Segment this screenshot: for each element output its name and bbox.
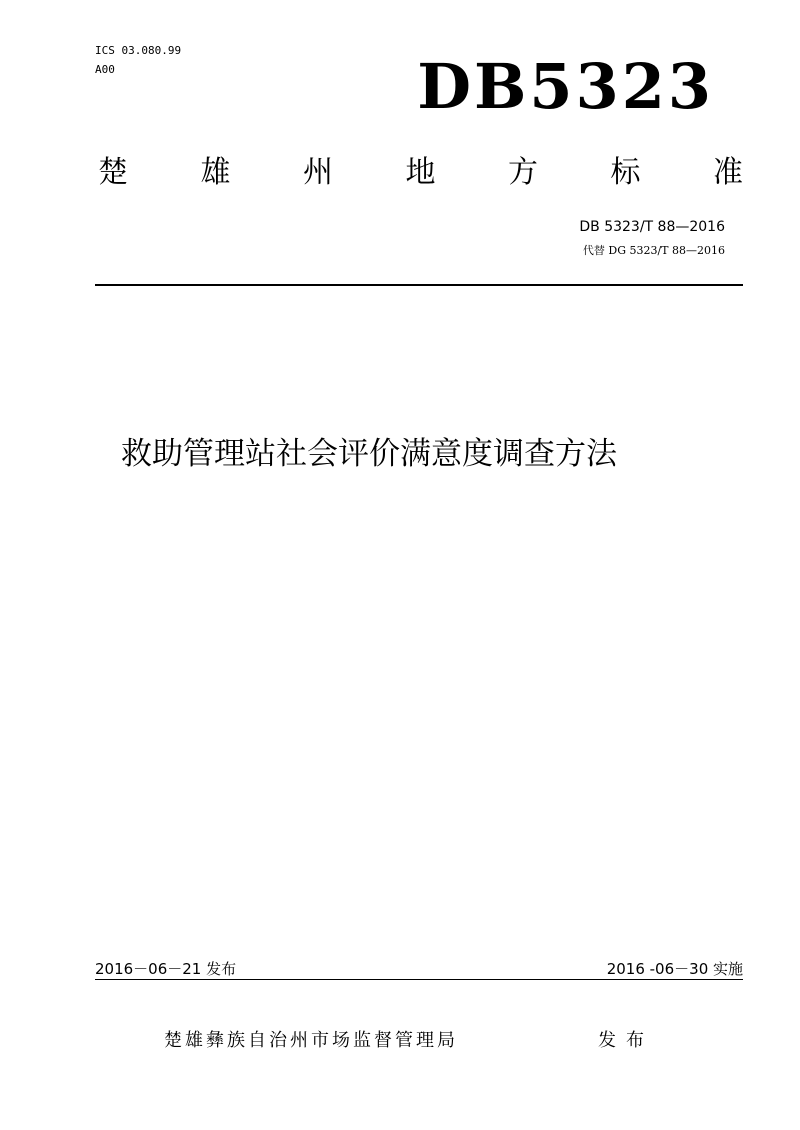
standard-type-char: 雄	[200, 155, 231, 190]
ccs-code: A00	[95, 63, 115, 76]
standard-number: DB 5323/T 88—2016	[579, 219, 725, 235]
implementation-date: 2016 -06－30 实施	[606, 960, 743, 978]
issue-date: 2016－06－21 发布	[95, 960, 237, 978]
issue-label: 发布	[598, 1030, 654, 1051]
standard-type-char: 地	[405, 155, 436, 190]
document-title: 救助管理站社会评价满意度调查方法	[121, 436, 617, 472]
standard-type-char: 州	[303, 155, 333, 190]
standard-code-logo: DB5323	[417, 50, 714, 123]
standard-type-char: 准	[713, 155, 743, 190]
replaces-note: 代替 DG 5323/T 88—2016	[582, 244, 725, 257]
standard-type-char: 方	[508, 155, 538, 190]
top-divider	[95, 284, 743, 286]
ics-code: ICS 03.080.99	[95, 44, 182, 57]
standard-type-char: 标	[610, 155, 641, 190]
issuing-authority: 楚雄彝族自治州市场监督管理局	[164, 1030, 458, 1051]
standard-type-char: 楚	[98, 155, 128, 190]
standard-type-heading	[98, 153, 743, 193]
bottom-divider	[95, 979, 743, 980]
